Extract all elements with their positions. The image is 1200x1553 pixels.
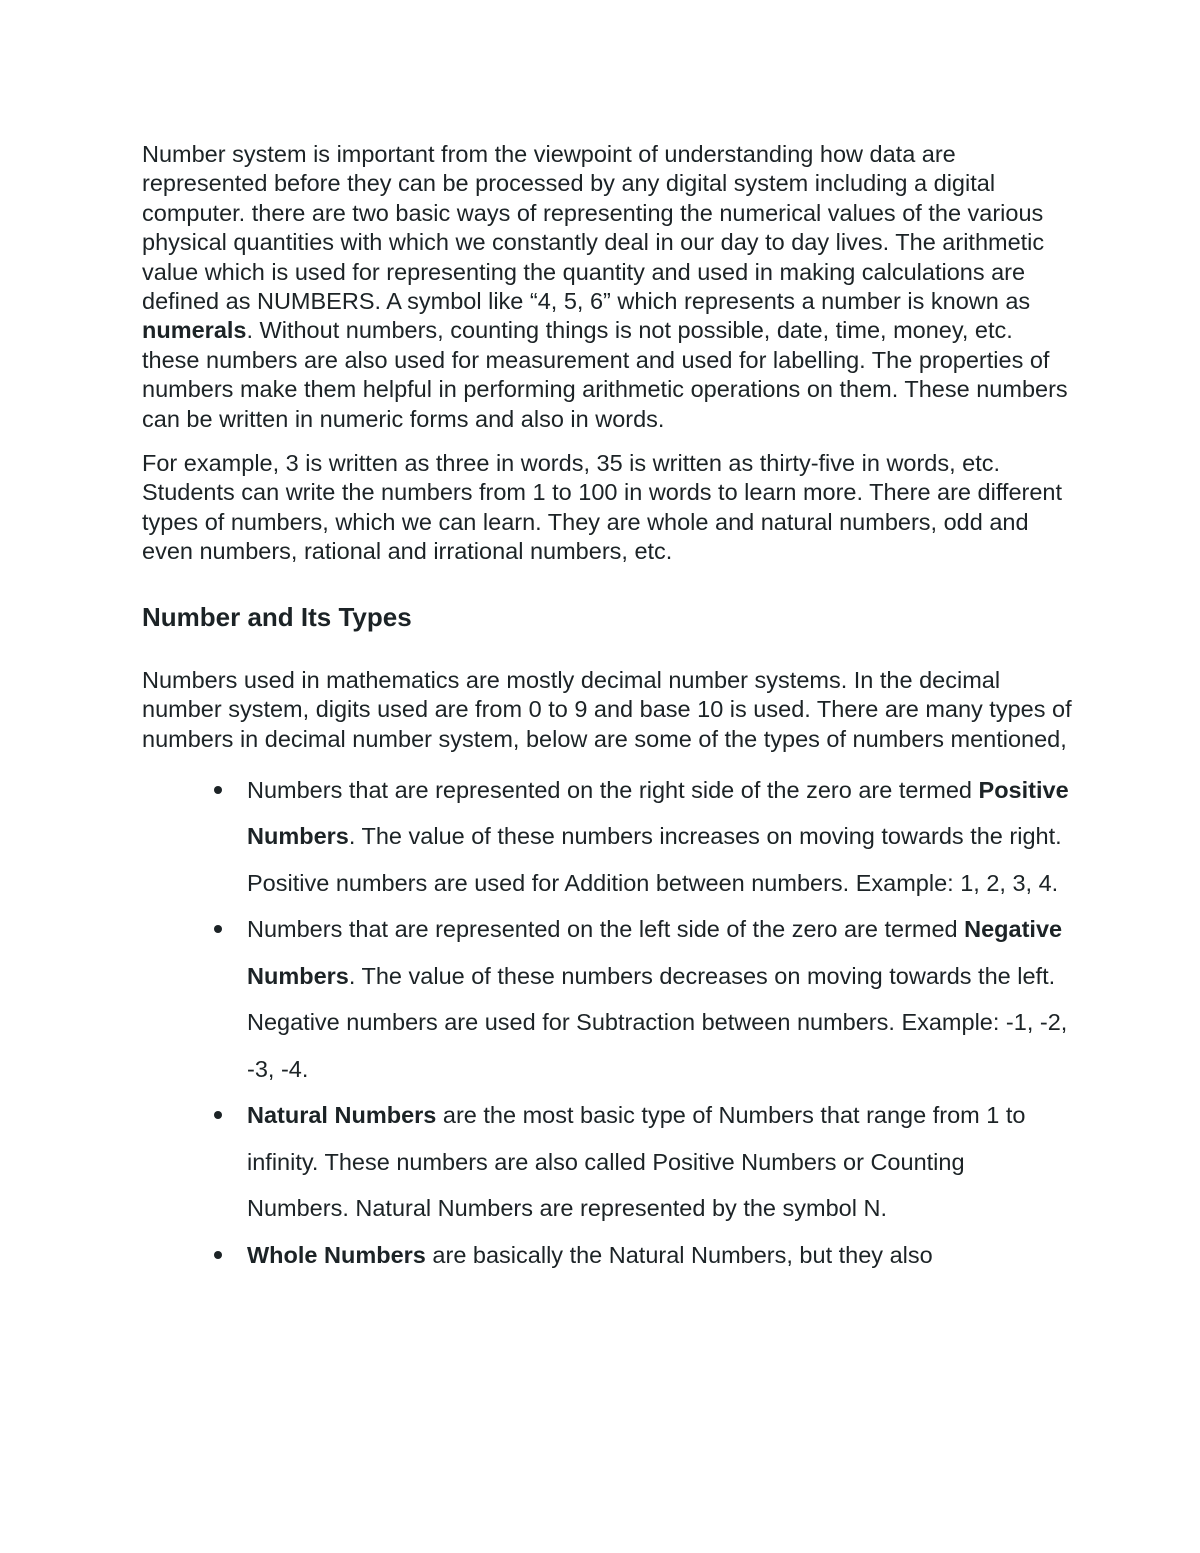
bullet-dot-icon [214,1111,222,1119]
list-item-term: Natural Numbers [247,1102,437,1129]
bullet-dot-icon [214,925,222,933]
list-item-term: Negative Numbers [247,916,1063,989]
intro-paragraph-2: For example, 3 is written as three in words, 35 is written as thirty-five in words, etc. Students can write the numbers from 1 to 100 in words to learn more. There are different types of numbers, which we can learn. They are whole and natural numbers, odd and even numbers, rational and irrational numbers, etc. [142,450,1063,565]
list-item-natural-numbers [142,1092,1072,1232]
list-item-negative-numbers [142,906,1072,1092]
intro-paragraph-1 [142,140,1072,434]
list-item-text-post: are basically the Natural Numbers, but they also [425,1241,933,1268]
list-item-whole-numbers [142,1232,1072,1279]
list-item-term: Positive Numbers [247,776,1069,850]
section-heading: Number and Its Types [142,601,412,632]
list-item-text-post: . The value of these numbers decreases on moving towards the left. Negative numbers are used for Subtraction between numbers. Example: -1, -2, -3, -4. [247,962,1068,1082]
intro-paragraph-1-text-b: . Without numbers, counting things is not possible, date, time, money, etc. these numbers are also used for measurement and used for labelling. The properties of numbers make them helpful in performing arithmetic operations on them. These numbers can be written in numeric forms and also in words. [142,317,1068,432]
list-item-text-post: are the most basic type of Numbers that range from 1 to infinity. These numbers are also called Positive Numbers or Counting Numbers. Natural Numbers are represented by the symbol N. [247,1102,1026,1222]
list-item-text-pre: Numbers that are represented on the right side of the zero are termed [247,776,979,803]
bullet-dot-icon [214,786,222,794]
list-item-positive-numbers [142,767,1072,907]
list-item-text-pre: Numbers that are represented on the left side of the zero are termed [247,916,965,943]
list-item-term: Whole Numbers [247,1241,426,1268]
number-types-list [142,767,1072,1279]
document-page [142,140,1072,1278]
list-item-text-post: . The value of these numbers increases on moving towards the right. Positive numbers are used for Addition between numbers. Example: 1, 2, 3, 4. [247,823,1062,896]
section-paragraph-1: Numbers used in mathematics are mostly decimal number systems. In the decimal number system, digits used are from 0 to 9 and base 10 is used. There are many types of numbers in decimal number system, below are some of the types of numbers mentioned, [142,666,1072,752]
numerals-term: numerals [142,317,247,344]
intro-paragraph-1-text-a: Number system is important from the viewpoint of understanding how data are represented before they can be processed by any digital system including a digital computer. there are two basic ways of representing the numerical values of the various physical quantities with which we constantly deal in our day to day lives. The arithmetic value which is used for representing the quantity and used in making calculations are defined as NUMBERS. A symbol like “4, 5, 6” which represents a number is known as [142,141,1045,315]
bullet-dot-icon [214,1251,222,1259]
